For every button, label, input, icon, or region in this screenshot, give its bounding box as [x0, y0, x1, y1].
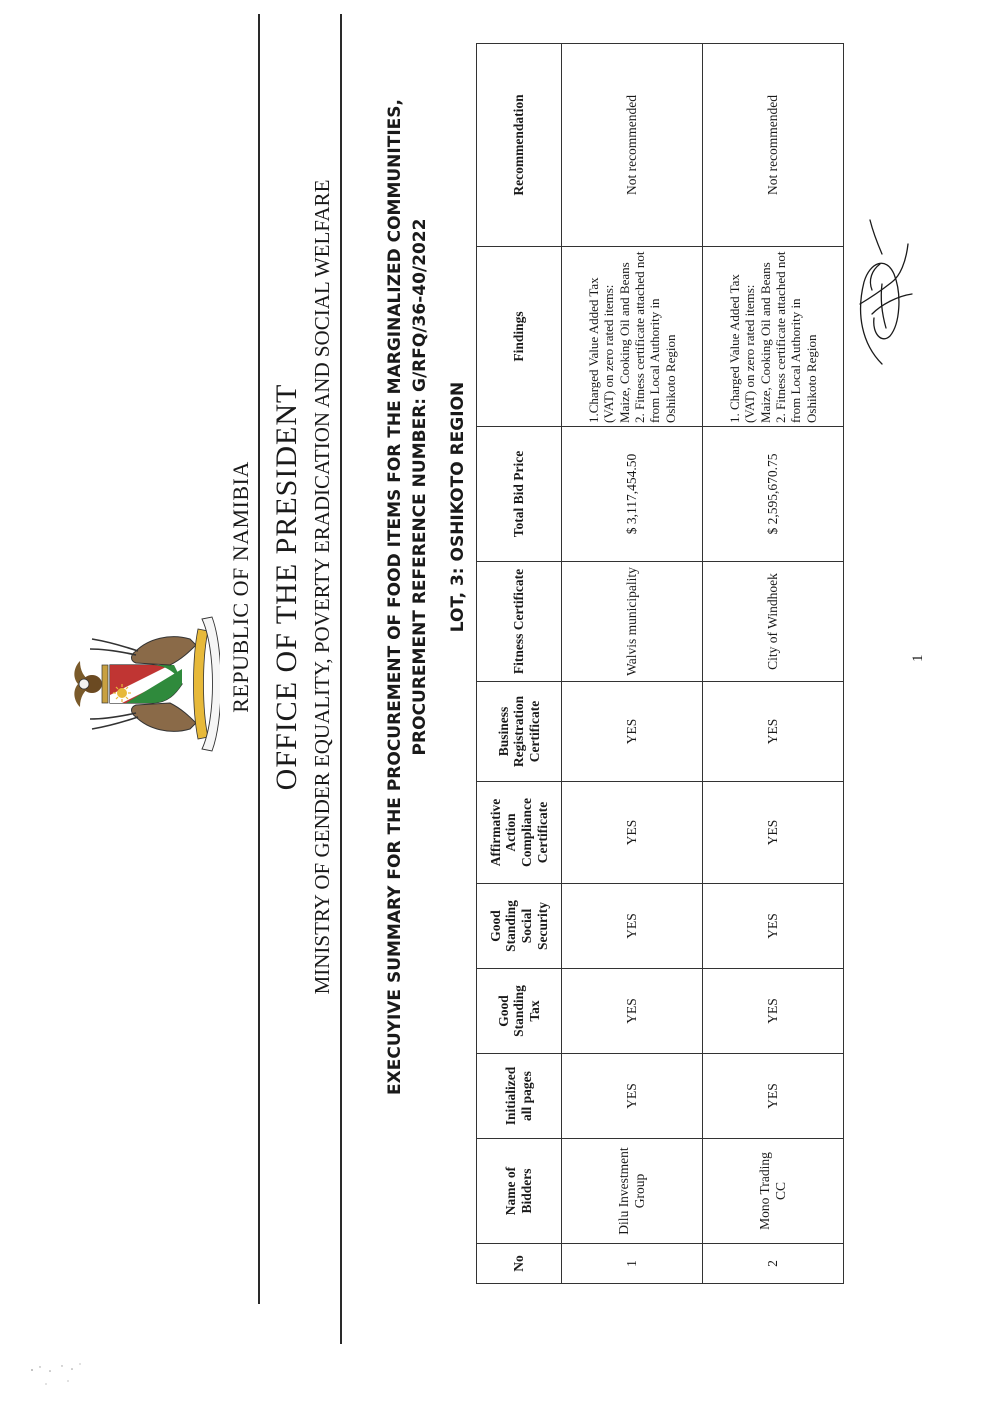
column-header: Good Standing Social Security — [477, 884, 562, 969]
header-divider-top — [258, 14, 260, 1304]
table-header-row — [477, 44, 562, 1284]
summary-title: EXECUYIVE SUMMARY FOR THE PROCUREMENT OF FOOD ITEMS FOR THE MARGINALIZED COMMUNITIES, — [385, 99, 405, 1095]
total-bid-price: $ 2,595,670.75 — [703, 427, 844, 562]
tax-status: YES — [703, 969, 844, 1054]
column-header: Fitness Certificate — [477, 562, 562, 682]
handwritten-signature — [842, 214, 922, 374]
finding-item: 1. Charged Value Added Tax (VAT) on zero rated items: Maize, Cooking Oil and Beans — [727, 262, 773, 423]
affirmative-action-status: YES — [562, 782, 703, 884]
table-row — [703, 44, 844, 1284]
initialized-status: YES — [562, 1054, 703, 1139]
initialized-status: YES — [703, 1054, 844, 1139]
column-header: Total Bid Price — [477, 427, 562, 562]
office-heading: OFFICE OF THE PRESIDENT — [270, 383, 303, 791]
column-header: Name of Bidders — [477, 1139, 562, 1244]
bid-evaluation-table — [476, 43, 844, 1284]
column-header: No — [477, 1244, 562, 1284]
header-divider-bottom — [340, 14, 342, 1344]
column-header: Business Registration Certificate — [477, 682, 562, 782]
bidder-number: 1 — [562, 1244, 703, 1284]
findings — [703, 247, 844, 427]
findings — [562, 247, 703, 427]
column-header: Affirmative Action Compliance Certificate — [477, 782, 562, 884]
page-number: 1 — [910, 654, 926, 662]
table-row — [562, 44, 703, 1284]
scan-artifact-marks — [20, 1354, 90, 1414]
social-security-status: YES — [703, 884, 844, 969]
tax-status: YES — [562, 969, 703, 1054]
ministry-heading: MINISTRY OF GENDER EQUALITY, POVERTY ERADICATION AND SOCIAL WELFARE — [310, 179, 334, 995]
affirmative-action-status: YES — [703, 782, 844, 884]
bidder-name: Dilu Investment Group — [562, 1139, 703, 1244]
finding-item: 2. Fitness certificate attached not from Local Authority in Oshikoto Region — [632, 251, 678, 423]
social-security-status: YES — [562, 884, 703, 969]
column-header: Initialized all pages — [477, 1054, 562, 1139]
bidder-number: 2 — [703, 1244, 844, 1284]
finding-item: 2. Fitness certificate attached not from Local Authority in Oshikoto Region — [773, 251, 819, 423]
namibia-coat-of-arms-icon — [70, 599, 220, 769]
recommendation: Not recommended — [703, 44, 844, 247]
fitness-certificate: Walvis municipality — [562, 562, 703, 682]
column-header: Good Standing Tax — [477, 969, 562, 1054]
finding-item: 1.Charged Value Added Tax (VAT) on zero rated items: Maize, Cooking Oil and Beans — [586, 262, 632, 423]
bidder-name: Mono Trading CC — [703, 1139, 844, 1244]
procurement-reference: PROCUREMENT REFERENCE NUMBER: G/RFQ/36-40/2022 — [410, 218, 430, 756]
column-header: Recommendation — [477, 44, 562, 247]
column-header: Findings — [477, 247, 562, 427]
fitness-certificate: City of Windhoek — [703, 562, 844, 682]
business-registration-status: YES — [703, 682, 844, 782]
recommendation: Not recommended — [562, 44, 703, 247]
business-registration-status: YES — [562, 682, 703, 782]
total-bid-price: $ 3,117,454.50 — [562, 427, 703, 562]
republic-heading: REPUBLIC OF NAMIBIA — [228, 461, 253, 713]
lot-title: LOT, 3: OSHIKOTO REGION — [448, 381, 468, 633]
